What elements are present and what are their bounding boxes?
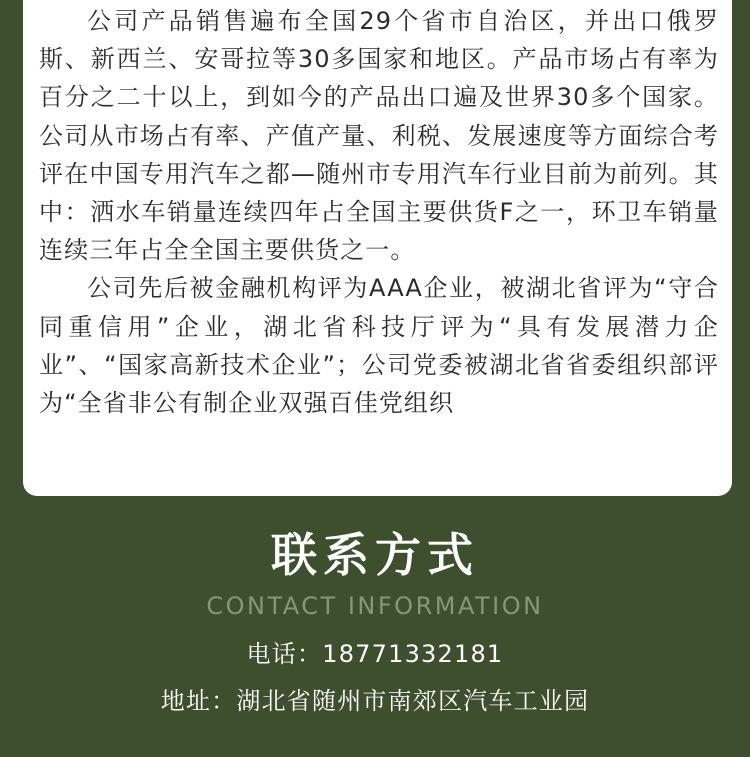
address-label: 地址：: [160, 687, 237, 715]
intro-card: [23, 0, 732, 496]
phone-number[interactable]: 18771332181: [322, 640, 504, 668]
intro-paragraph-1: 公司产品销售遍布全国29个省市自治区，并出口俄罗斯、新西兰、安哥拉等30多国家和地区。产品市场占有率为百分之二十以上，到如今的产品出口遍及世界30多个国家。公司从市场占有率、产值产量、利税、发展速度等方面综合考评在中国专用汽车之都—随州市专用汽车行业目前为前列。其中：洒水车销量连续四年占全国主要供货F之一，环卫车销量连续三年占全全国主要供货之一。: [39, 7, 719, 265]
address-line: [0, 686, 750, 716]
intro-text: [39, 2, 719, 422]
address-value: 湖北省随州市南郊区汽车工业园: [236, 687, 590, 715]
contact-section: [0, 525, 750, 716]
contact-title: 联系方式: [271, 528, 479, 582]
phone-label: 电话：: [246, 640, 323, 668]
contact-subtitle: CONTACT INFORMATION: [206, 592, 544, 620]
phone-line: [0, 639, 750, 669]
intro-paragraph-2: 公司先后被金融机构评为AAA企业，被湖北省评为“守合同重信用”企业，湖北省科技厅评为“具有发展潜力企业”、“国家高新技术企业”；公司党委被湖北省省委组织部评为“全省非公有制企业双强百佳党组织: [39, 274, 719, 418]
